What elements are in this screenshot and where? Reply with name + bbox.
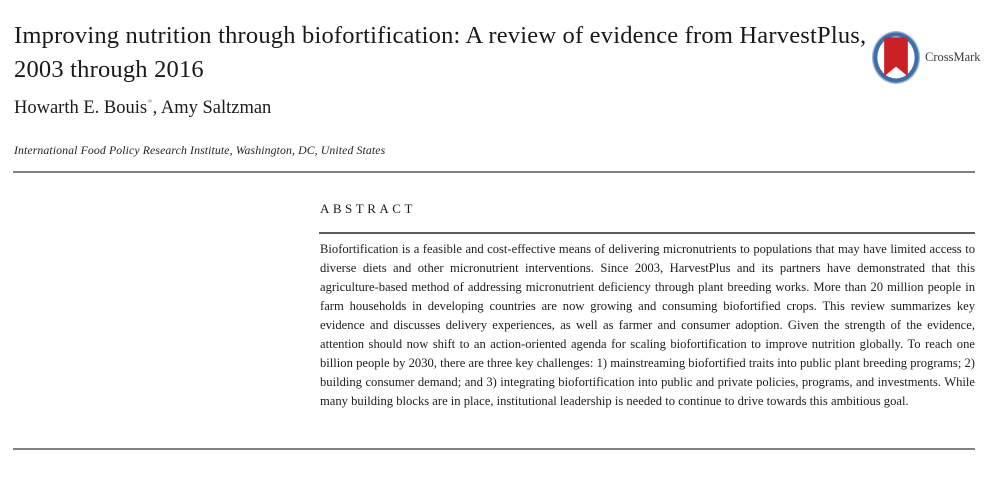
abstract-text: Biofortification is a feasible and cost-effective means of delivering micronutrients to populations that may have limited access to diverse diets and other micronutrient interventions. Since 2003, HarvestPlus and its partners have demonstrated that this agriculture-based method of addressing micronutrient deficiency through plant breeding works. More than 20 million people in farm households in developing countries are now growing and consuming biofortified crops. This review summarizes key evidence and discusses delivery experiences, as well as farmer and consumer adoption. Given the strength of the evidence, attention should now shift to an action-oriented agenda for scaling biofortification to improve nutrition globally. To reach one billion people by 2030, there are three key challenges: 1) mainstreaming biofortified traits into public plant breeding programs; 2) building consumer demand; and 3) integrating biofortification into public and private policies, programs, and investments. While many building blocks are in place, institutional leadership is needed to continue to drive towards this ambitious goal. (320, 242, 975, 408)
author-list (14, 98, 271, 119)
author-name: Howarth E. Bouis (14, 98, 148, 118)
crossmark-badge[interactable] (871, 30, 981, 85)
article-title: Improving nutrition through biofortification: A review of evidence from HarvestPlus, 2003 through 2016 (14, 22, 867, 83)
divider-bottom (13, 448, 975, 450)
author-footnote-marker[interactable]: * (147, 96, 153, 109)
abstract-divider (319, 232, 975, 234)
author-name: Amy Saltzman (160, 98, 272, 118)
divider-top (13, 171, 975, 173)
crossmark-label: CrossMark (925, 50, 981, 64)
crossmark-icon (871, 30, 921, 85)
abstract-heading: ABSTRACT (320, 201, 416, 216)
author-separator: , (152, 98, 161, 118)
affiliation: International Food Policy Research Institute, Washington, DC, United States (14, 143, 386, 157)
